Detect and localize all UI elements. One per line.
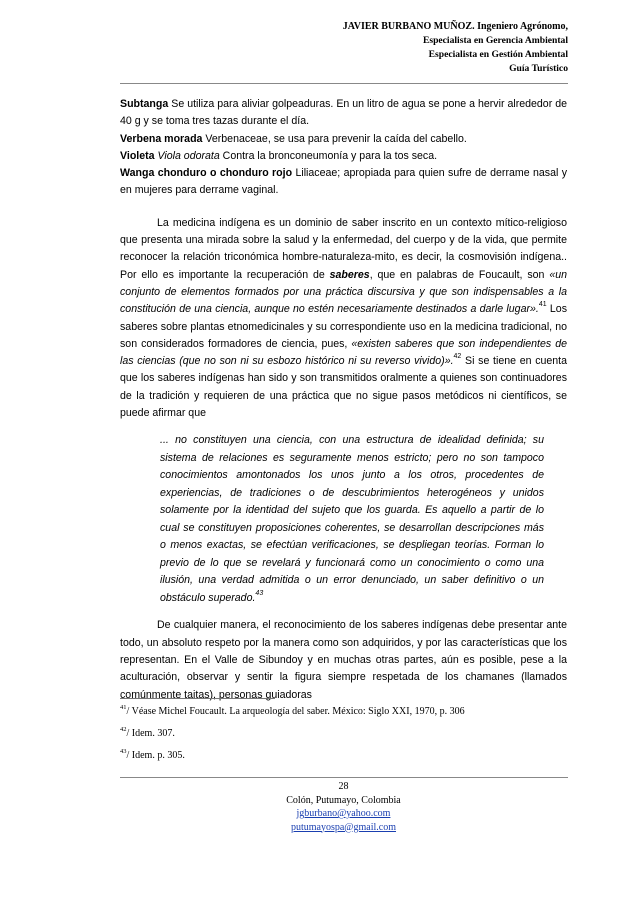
email-link-yahoo[interactable]: jgburbano@yahoo.com: [296, 808, 391, 819]
plant-name: Wanga chonduro o chonduro rojo: [120, 167, 293, 180]
header-author: JAVIER BURBANO MUÑOZ. Ingeniero Agrónomo,: [342, 21, 568, 32]
keyword-saberes: saberes: [329, 268, 370, 281]
email-link-gmail[interactable]: putumayospa@gmail.com: [290, 821, 397, 833]
plant-entry-verbena: [120, 131, 567, 148]
block-quote: [160, 432, 544, 607]
footnotes: [120, 705, 567, 771]
paragraph-text: Si se tiene en cuenta que los saberes indígenas han sido y son transmitidos oralmente a quienes son continuadores de la tradición y requieren de una práctica que no sigue pasos metódicos ni científicos, se puede afirmar que: [120, 355, 567, 420]
plant-description: Se utiliza para aliviar golpeaduras. En un litro de agua se pone a hervir alrededor de 40 g y se toma tres tazas durante el día.: [120, 98, 567, 128]
foucault-quote-1: «un conjunto de elementos formados por una práctica discursiva y que son indispensables a la constitución de una ciencia, aunque no estén necesariamente destinados a darle lugar».: [120, 268, 567, 316]
page-footer: [120, 780, 567, 834]
header-title-3: Guía Turístico: [509, 63, 568, 74]
page-number: 28: [338, 781, 349, 792]
footnote-divider: [120, 698, 275, 699]
footnote-ref-41: 41: [538, 301, 547, 309]
header-divider: [120, 83, 568, 84]
body-text: [120, 96, 567, 704]
paragraph-text: La medicina indígena es un dominio de saber inscrito en un contexto mítico-religioso que presenta una mirada sobre la salud y la enfermedad, del cuerpo y de la vida, que permite reconocer la relación triconómica hombre-naturaleza-mito, es decir, la cosmovisión indígena.. Por ello es importante la recuperación de: [120, 216, 567, 281]
paragraph-reconocimiento: De cualquier manera, el reconocimiento de los saberes indígenas debe presentar ante todo, un absoluto respeto por la manera como son adquiridos, y por las características que los representan. En el Valle de Sibundoy y en muchas otras partes, aún es posible, pese a la aculturación, observar y sentir la figura siempre respetada de los chamanes (llamados comúnmente taitas), personas guiadoras: [120, 619, 567, 701]
header-title-1: Especialista en Gerencia Ambiental: [422, 35, 568, 46]
footnote-41: [120, 705, 567, 727]
plant-entry-subtanga: [120, 96, 567, 131]
paragraph-medicina-indigena: [120, 215, 567, 423]
plant-description: Contra la bronconeumonía y para la tos seca.: [219, 149, 438, 162]
footnote-text: / Idem. 307.: [126, 728, 175, 739]
footnote-42: [120, 727, 567, 749]
footnote-number: 43: [120, 748, 127, 755]
plant-description: Verbenaceae, se usa para prevenir la caída del cabello.: [202, 132, 467, 145]
plant-name: Violeta: [120, 149, 155, 162]
footnote-text: / Véase Michel Foucault. La arqueología del saber. México: Siglo XXI, 1970, p. 306: [126, 706, 465, 717]
header-title-2: Especialista en Gestión Ambiental: [428, 49, 568, 60]
plant-name: Subtanga: [120, 98, 169, 110]
footer-divider: [120, 777, 568, 778]
paragraph-text: Los saberes sobre plantas etnomedicinales y su correspondiente uso en la medicina tradicional, no son considerados formadores de ciencia, pues,: [120, 303, 567, 350]
footnote-text: / Idem. p. 305.: [126, 750, 185, 761]
plant-name: Verbena morada: [120, 132, 203, 145]
footnote-number: 41: [120, 704, 127, 711]
plant-entry-violeta: [120, 148, 567, 165]
block-quote-text: ... no constituyen una ciencia, con una estructura de idealidad definida; su sistema de relaciones es seguramente menos estricto; pero no son tampoco conocimientos amontonados los unos junto a los otros, procedentes de experiencias, de tradiciones o de descubrimientos heterogéneos y unidos solamente por la identidad del sujeto que los guarda. Es aquello a partir de lo cual se constituyen proposiciones coherentes, se desarrollan descripciones más o menos exactas, se efectúan verificaciones, se despliegan teorías. Forman lo previo de lo que se revelará y funcionará como un conocimiento o como una ilusión, una verdad admitida o un error denunciado, un saber definitivo o un obstáculo superado.: [160, 434, 544, 604]
plant-entry-wanga: [120, 165, 567, 200]
page-header: [343, 20, 568, 76]
footer-location: Colón, Putumayo, Colombia: [286, 794, 401, 806]
footnote-ref-43: 43: [255, 589, 264, 597]
foucault-quote-2: «existen saberes que son independientes de las ciencias (que no son ni su esbozo histórico ni su reverso vivido)».: [120, 337, 567, 368]
plant-latin-name: Viola odorata: [154, 149, 220, 162]
footnote-43: [120, 749, 567, 771]
footnote-number: 42: [120, 726, 127, 733]
footnote-ref-42: 42: [453, 353, 462, 361]
paragraph-text: , que en palabras de Foucault, son: [369, 268, 550, 281]
plant-description: Liliaceae; apropiada para quien sufre de derrame nasal y en mujeres para derrame vaginal.: [120, 167, 567, 197]
